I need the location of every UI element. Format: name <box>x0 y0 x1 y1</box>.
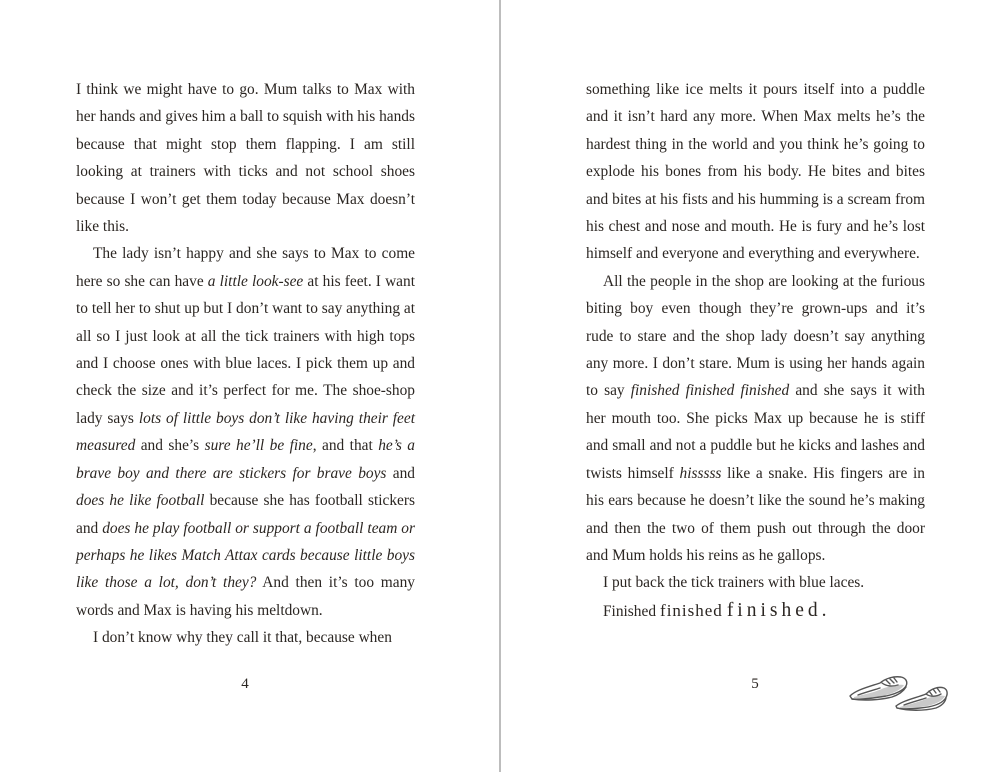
paragraph <box>586 76 925 268</box>
text-run: And then it’s too many words and Max is having his meltdown. <box>76 574 415 619</box>
italic-run: sure he’ll be fine <box>204 437 313 455</box>
text-run: All the people in the shop are looking at the furious biting boy even though they’re grown-ups and it’s rude to stare and the shop lady doesn’t say anything any more. I don’t stare. Mum is using her hands again to say <box>586 272 925 400</box>
italic-run: does he play football or support a football team or perhaps he likes Match Attax cards because little boys like those a lot, don’t they? <box>76 519 415 592</box>
italic-run: lots of little boys don’t like having their feet measured <box>76 409 415 455</box>
finished-word-small: Finished <box>603 602 657 620</box>
shoes-illustration-icon <box>846 668 950 714</box>
text-run: The lady isn’t happy and she says to Max to come here so she can have <box>76 245 415 290</box>
paragraph <box>76 76 415 240</box>
italic-run: finished finished finished <box>630 382 790 400</box>
italic-run: a little look-see <box>207 272 304 290</box>
paragraph-text: I put back the tick trainers with blue laces. <box>603 574 865 592</box>
text-run: and she’s <box>135 437 205 455</box>
finished-line <box>586 597 925 625</box>
page-number-left: 4 <box>241 676 249 692</box>
text-run: at his feet. I want to tell her to shut up but I don’t want to say anything at all so I just look at all the tick trainers with high tops and I choose ones with blue laces. I pick them up and check the size and it’s perfect for me. The shoe-shop lady says <box>76 272 415 427</box>
text-run: and <box>386 464 415 482</box>
left-page <box>76 76 415 652</box>
text-run: and she says it with her mouth too. She picks Max up because he is stiff and small and not a puddle but he kicks and lashes and twists himself <box>586 382 926 482</box>
paragraph-text: I think we might have to go. Mum talks to Max with her hands and gives him a ball to squish with his hands because that might stop them flapping. I am still looking at trainers with ticks and not school shoes because I won’t get them today because Max doesn’t like this. <box>76 81 415 236</box>
page-gutter <box>499 0 501 772</box>
text-run: like a snake. His fingers are in his ears because he doesn’t like the sound he’s making and then the two of them push out through the door and Mum holds his reins as he gallops. <box>586 464 925 564</box>
paragraph <box>586 569 925 596</box>
page-number-right: 5 <box>751 676 759 692</box>
paragraph <box>76 240 415 624</box>
italic-run: he’s a brave boy and there are stickers for brave boys <box>76 437 415 482</box>
italic-run: does he like football <box>76 492 205 510</box>
text-run: because she has football stickers and <box>76 492 415 537</box>
paragraph <box>586 268 925 569</box>
paragraph-text: I don’t know why they call it that, because when <box>93 629 392 647</box>
finished-word-medium: finished <box>660 600 723 620</box>
paragraph-text: something like ice melts it pours itself into a puddle and it isn’t hard any more. When Max melts he’s the hardest thing in the world and you think he’s going to explode his bones from his body. He bites and bites and bites at his fists and his humming is a scream from his chest and nose and mouth. He is fury and he’s lost himself and everyone and everything and everywhere. <box>586 81 925 263</box>
paragraph <box>76 624 415 651</box>
finished-word-large: finished. <box>726 599 831 621</box>
text-run: , and that <box>312 437 379 455</box>
right-page <box>586 76 925 625</box>
italic-run: hisssss <box>679 464 722 482</box>
